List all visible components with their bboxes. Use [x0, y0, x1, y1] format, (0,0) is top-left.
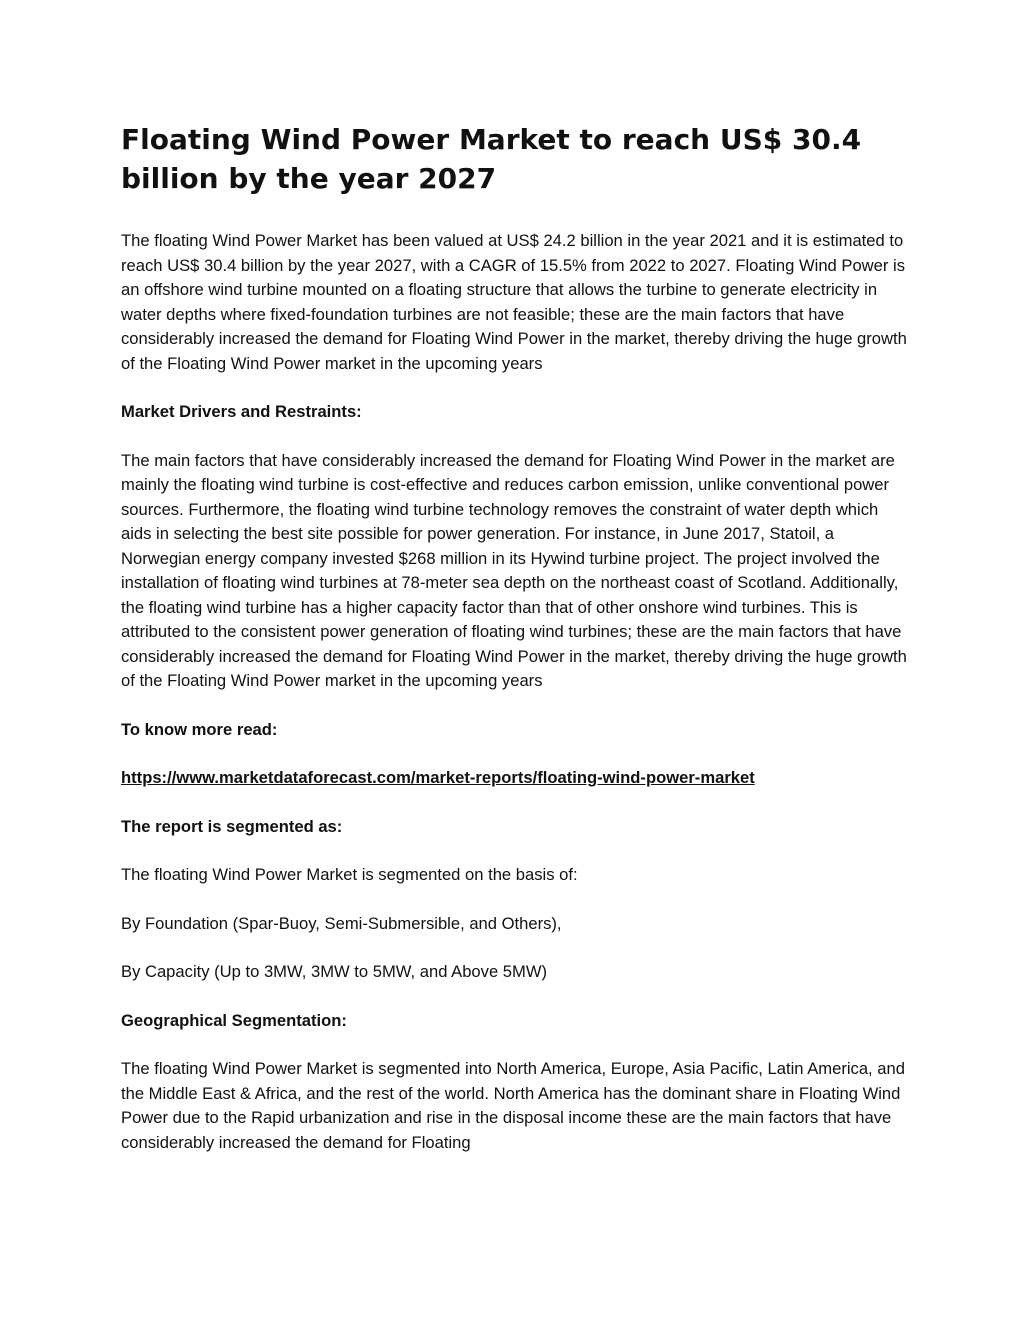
drivers-heading: Market Drivers and Restraints:: [121, 402, 362, 421]
document-title: Floating Wind Power Market to reach US$ 30.4 billion by the year 2027: [121, 123, 862, 195]
geo-heading: Geographical Segmentation:: [121, 1010, 347, 1030]
report-link[interactable]: https://www.marketdataforecast.com/market-reports/floating-wind-power-market: [121, 768, 755, 787]
segment-foundation: By Foundation (Spar-Buoy, Semi-Submersible, and Others),: [121, 913, 562, 933]
intro-paragraph: The floating Wind Power Market has been valued at US$ 24.2 billion in the year 2021 and it is estimated to reach US$ 30.4 billion by the year 2027, with a CAGR of 15.5% from 2022 to 2027. Floating Wind Power is an offshore wind turbine mounted on a floating structure that allows the turbine to generate electricity in water depths where fixed-foundation turbines are not feasible; these are the main factors that have considerably increased the demand for Floating Wind Power in the market, thereby driving the huge growth of the Floating Wind Power market in the upcoming years: [121, 231, 907, 373]
geo-paragraph: The floating Wind Power Market is segmented into North America, Europe, Asia Pacific, Latin America, and the Middle East & Africa, and the rest of the world. North America has the dominant share in Floating Wind Power due to the Rapid urbanization and rise in the disposal income these are the main factors that have considerably increased the demand for Floating: [121, 1059, 905, 1152]
segment-capacity: By Capacity (Up to 3MW, 3MW to 5MW, and Above 5MW): [121, 962, 548, 981]
segmented-heading: The report is segmented as:: [121, 816, 343, 836]
read-more-heading: To know more read:: [121, 719, 278, 739]
segmented-intro: The floating Wind Power Market is segmented on the basis of:: [121, 865, 578, 884]
drivers-paragraph: The main factors that have considerably increased the demand for Floating Wind Power in the market are mainly the floating wind turbine is cost-effective and reduces carbon emission, unlike conventional power sources. Furthermore, the floating wind turbine technology removes the constraint of water depth which aids in selecting the best site possible for power generation. For instance, in June 2017, Statoil, a Norwegian energy company invested $268 million in its Hywind turbine project. The project involved the installation of floating wind turbines at 78-meter sea depth on the northeast coast of Scotland. Additionally, the floating wind turbine has a higher capacity factor than that of other onshore wind turbines. This is attributed to the consistent power generation of floating wind turbines; these are the main factors that have considerably increased the demand for Floating Wind Power in the market, thereby driving the huge growth of the Floating Wind Power market in the upcoming years: [121, 450, 907, 690]
document-page: [121, 120, 911, 1179]
